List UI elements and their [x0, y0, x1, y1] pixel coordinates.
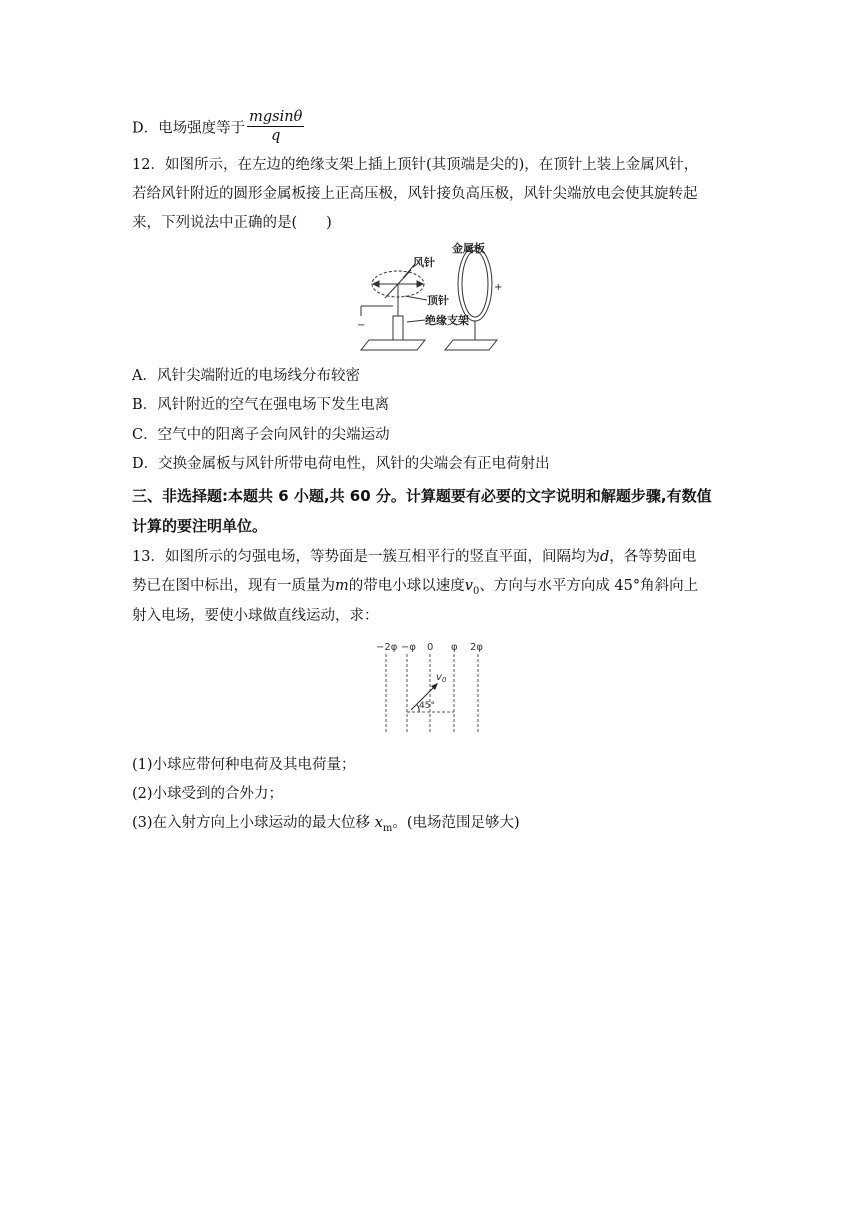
label-plus: +: [494, 282, 503, 293]
q11-fraction-numerator: mgsinθ: [249, 109, 303, 125]
q11-fraction: [247, 108, 304, 145]
v0-label: $v_0$: [436, 672, 447, 684]
q13-var-m: m: [335, 578, 349, 594]
q13-line1-a: 13．如图所示的匀强电场，等势面是一簇互相平行的竖直平面，间隔均为: [132, 549, 600, 565]
q13-line2-b: 的带电小球以速度: [348, 578, 465, 594]
q12-option-d: D．交换金属板与风针所带电荷电性，风针的尖端会有正电荷射出: [132, 456, 550, 472]
section3-heading-line1: 三、非选择题:本题共 6 小题,共 60 分。计算题要有必要的文字说明和解题步骤,有数值: [132, 487, 712, 505]
potential-label-3: 0: [427, 642, 434, 653]
q13-sub3-a: (3)在入射方向上小球运动的最大位移: [132, 815, 375, 831]
q12-option-b: B．风针附近的空气在强电场下发生电离: [132, 397, 390, 413]
q13-sub1: (1)小球应带何种电荷及其电荷量；: [132, 757, 356, 773]
section3-heading-line2: 计算的要注明单位。: [132, 517, 268, 535]
q13-figure: [372, 638, 500, 738]
q13-var-d: d: [599, 549, 610, 565]
q13-var-v: v: [464, 578, 473, 594]
q12-option-a: A．风针尖端附近的电场线分布较密: [132, 368, 360, 384]
q13-sub3: [132, 813, 520, 839]
q12-stem-line3: 来，下列说法中正确的是( ): [132, 215, 332, 231]
potential-label-4: φ: [451, 642, 458, 653]
q11-fraction-denominator: q: [271, 128, 281, 144]
label-fengzhen: 风针: [413, 256, 435, 269]
metal-plate-outer: [458, 247, 492, 321]
q13-var-x-sub: m: [382, 822, 393, 834]
q12-stem-line2: 若给风针附近的圆形金属板接上正高压极，风针接负高压极，风针尖端放电会使其旋转起: [132, 186, 698, 202]
q13-line2-a: 势已在图中标出，现有一质量为: [132, 578, 335, 594]
q11-option-d: [132, 110, 304, 147]
q12-figure: [355, 238, 515, 356]
label-dingzhen: 顶针: [427, 294, 449, 307]
angle-label: 45°: [419, 701, 435, 711]
q13-var-v-sub: 0: [472, 585, 480, 597]
q13-sub3-b: 。(电场范围足够大): [392, 815, 520, 831]
potential-label-2: −φ: [401, 642, 416, 653]
q13-line2-c: 、方向与水平方向成 45°角斜向上: [479, 578, 699, 594]
right-base: [445, 340, 497, 350]
zhijia-cylinder: [393, 316, 403, 340]
label-minus: −: [357, 320, 366, 331]
q13-stem-line1: [132, 547, 696, 567]
q12-stem-line1: 12．如图所示，在左边的绝缘支架上插上顶针(其顶端是尖的)，在顶针上装上金属风针，: [132, 157, 699, 173]
q13-var-x: x: [374, 815, 383, 831]
q13-stem-line2: [132, 576, 698, 602]
q11-option-d-prefix: D．电场强度等于: [132, 120, 246, 137]
q13-line1-b: ，各等势面电: [609, 549, 697, 565]
q13-stem-line3: 射入电场，要使小球做直线运动，求：: [132, 608, 379, 624]
potential-label-5: 2φ: [470, 642, 483, 653]
q13-sub2: (2)小球受到的合外力；: [132, 786, 284, 802]
potential-label-1: −2φ: [376, 642, 398, 653]
label-jinshuban: 金属板: [452, 242, 485, 255]
left-base: [361, 340, 425, 350]
label-zhijia: 绝缘支架: [425, 314, 469, 327]
q12-option-c: C．空气中的阳离子会向风针的尖端运动: [132, 427, 390, 443]
metal-plate-inner: [462, 251, 488, 317]
